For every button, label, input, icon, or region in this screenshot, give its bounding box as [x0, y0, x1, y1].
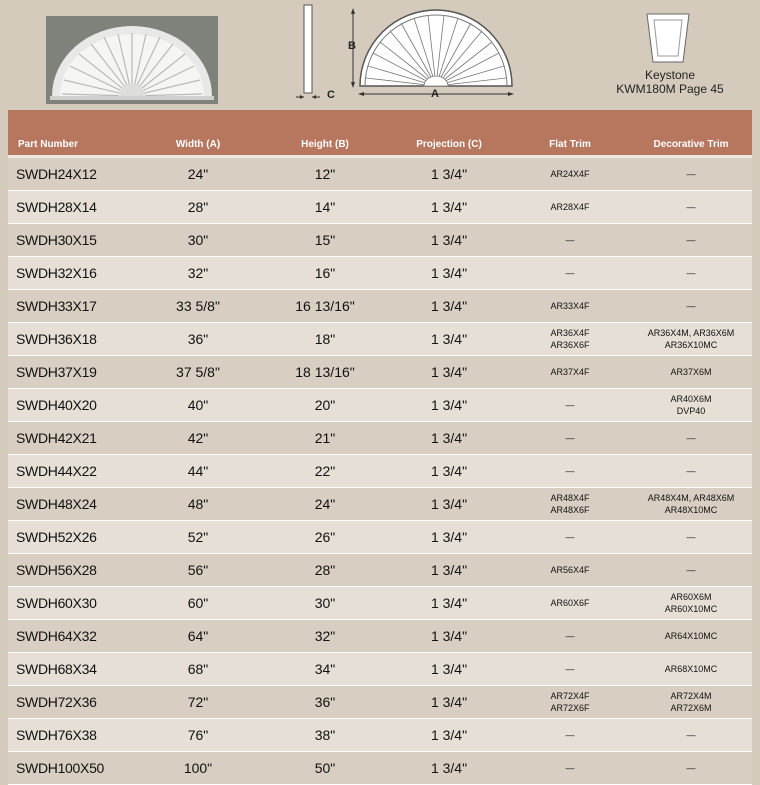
product-photo — [46, 16, 218, 104]
height-cell: 30" — [262, 587, 388, 620]
width-cell: 72" — [134, 686, 262, 719]
projection-cell: 1 3/4" — [388, 488, 510, 521]
projection-cell: 1 3/4" — [388, 290, 510, 323]
table-row — [8, 157, 752, 191]
part-number-cell: SWDH40X20 — [8, 389, 134, 422]
flat-trim-cell: AR33X4F — [510, 290, 630, 323]
height-cell: 50" — [262, 752, 388, 785]
projection-cell: 1 3/4" — [388, 323, 510, 356]
width-cell: 44" — [134, 455, 262, 488]
col-header-height: Height (B) — [262, 110, 388, 157]
projection-cell: 1 3/4" — [388, 224, 510, 257]
flat-trim-cell: — — [510, 389, 630, 422]
projection-cell: 1 3/4" — [388, 157, 510, 191]
flat-trim-cell: — — [510, 224, 630, 257]
decorative-trim-cell: AR64X10MC — [630, 620, 752, 653]
table-row — [8, 455, 752, 488]
part-number-cell: SWDH60X30 — [8, 587, 134, 620]
part-number-cell: SWDH28X14 — [8, 191, 134, 224]
table-row — [8, 587, 752, 620]
table-row — [8, 653, 752, 686]
height-cell: 32" — [262, 620, 388, 653]
height-cell: 34" — [262, 653, 388, 686]
part-number-cell: SWDH44X22 — [8, 455, 134, 488]
flat-trim-cell: — — [510, 422, 630, 455]
width-cell: 76" — [134, 719, 262, 752]
decorative-trim-cell: — — [630, 224, 752, 257]
decorative-trim-cell: AR40X6M DVP40 — [630, 389, 752, 422]
decorative-trim-cell: AR60X6M AR60X10MC — [630, 587, 752, 620]
projection-cell: 1 3/4" — [388, 587, 510, 620]
part-number-cell: SWDH72X36 — [8, 686, 134, 719]
projection-cell: 1 3/4" — [388, 356, 510, 389]
flat-trim-cell: — — [510, 257, 630, 290]
part-number-cell: SWDH33X17 — [8, 290, 134, 323]
projection-cell: 1 3/4" — [388, 686, 510, 719]
part-number-cell: SWDH37X19 — [8, 356, 134, 389]
dim-label-c: C — [327, 89, 335, 101]
part-number-cell: SWDH36X18 — [8, 323, 134, 356]
decorative-trim-cell: AR48X4M, AR48X6M AR48X10MC — [630, 488, 752, 521]
projection-cell: 1 3/4" — [388, 554, 510, 587]
table-row — [8, 554, 752, 587]
table-row — [8, 224, 752, 257]
part-number-cell: SWDH56X28 — [8, 554, 134, 587]
projection-cell: 1 3/4" — [388, 191, 510, 224]
table-row — [8, 191, 752, 224]
flat-trim-cell: AR24X4F — [510, 157, 630, 191]
decorative-trim-cell: AR36X4M, AR36X6M AR36X10MC — [630, 323, 752, 356]
height-cell: 15" — [262, 224, 388, 257]
flat-trim-cell: AR56X4F — [510, 554, 630, 587]
part-number-cell: SWDH76X38 — [8, 719, 134, 752]
flat-trim-cell: AR28X4F — [510, 191, 630, 224]
table-row — [8, 389, 752, 422]
height-cell: 12" — [262, 157, 388, 191]
decorative-trim-cell: AR37X6M — [630, 356, 752, 389]
table-row — [8, 521, 752, 554]
keystone-caption — [600, 68, 740, 96]
height-cell: 36" — [262, 686, 388, 719]
flat-trim-cell: AR36X4F AR36X6F — [510, 323, 630, 356]
table-row — [8, 620, 752, 653]
flat-trim-cell: — — [510, 521, 630, 554]
decorative-trim-cell: — — [630, 521, 752, 554]
table-row — [8, 323, 752, 356]
height-cell: 16" — [262, 257, 388, 290]
projection-cell: 1 3/4" — [388, 752, 510, 785]
height-cell: 22" — [262, 455, 388, 488]
col-header-width: Width (A) — [134, 110, 262, 157]
front-view-diagram — [340, 0, 520, 110]
keystone-reference: KWM180M Page 45 — [616, 82, 724, 96]
product-spec-table — [8, 110, 752, 785]
part-number-cell: SWDH48X24 — [8, 488, 134, 521]
width-cell: 52" — [134, 521, 262, 554]
width-cell: 40" — [134, 389, 262, 422]
decorative-trim-cell: — — [630, 455, 752, 488]
col-header-part-number: Part Number — [8, 110, 134, 157]
part-number-cell: SWDH52X26 — [8, 521, 134, 554]
part-number-cell: SWDH68X34 — [8, 653, 134, 686]
decorative-trim-cell: AR72X4M AR72X6M — [630, 686, 752, 719]
decorative-trim-cell: — — [630, 719, 752, 752]
width-cell: 56" — [134, 554, 262, 587]
table-row — [8, 686, 752, 719]
decorative-trim-cell: — — [630, 290, 752, 323]
flat-trim-cell: — — [510, 455, 630, 488]
dim-label-b: B — [348, 40, 356, 52]
table-row — [8, 356, 752, 389]
height-cell: 18 13/16" — [262, 356, 388, 389]
flat-trim-cell: — — [510, 620, 630, 653]
height-cell: 16 13/16" — [262, 290, 388, 323]
decorative-trim-cell: — — [630, 554, 752, 587]
part-number-cell: SWDH24X12 — [8, 157, 134, 191]
flat-trim-cell: — — [510, 719, 630, 752]
decorative-trim-cell: — — [630, 422, 752, 455]
height-cell: 28" — [262, 554, 388, 587]
height-cell: 14" — [262, 191, 388, 224]
projection-cell: 1 3/4" — [388, 389, 510, 422]
projection-cell: 1 3/4" — [388, 257, 510, 290]
height-cell: 38" — [262, 719, 388, 752]
table-row — [8, 290, 752, 323]
flat-trim-cell: — — [510, 653, 630, 686]
part-number-cell: SWDH100X50 — [8, 752, 134, 785]
flat-trim-cell: — — [510, 752, 630, 785]
col-header-flat-trim: Flat Trim — [510, 110, 630, 157]
height-cell: 24" — [262, 488, 388, 521]
table-row — [8, 752, 752, 785]
table-row — [8, 719, 752, 752]
width-cell: 100" — [134, 752, 262, 785]
col-header-projection: Projection (C) — [388, 110, 510, 157]
height-cell: 18" — [262, 323, 388, 356]
keystone-title: Keystone — [644, 68, 696, 82]
width-cell: 33 5/8" — [134, 290, 262, 323]
projection-cell: 1 3/4" — [388, 521, 510, 554]
table-row — [8, 257, 752, 290]
part-number-cell: SWDH32X16 — [8, 257, 134, 290]
projection-cell: 1 3/4" — [388, 620, 510, 653]
flat-trim-cell: AR60X6F — [510, 587, 630, 620]
decorative-trim-cell: — — [630, 157, 752, 191]
projection-cell: 1 3/4" — [388, 719, 510, 752]
flat-trim-cell: AR48X4F AR48X6F — [510, 488, 630, 521]
width-cell: 37 5/8" — [134, 356, 262, 389]
part-number-cell: SWDH64X32 — [8, 620, 134, 653]
width-cell: 42" — [134, 422, 262, 455]
decorative-trim-cell: — — [630, 752, 752, 785]
decorative-trim-cell: AR68X10MC — [630, 653, 752, 686]
part-number-cell: SWDH30X15 — [8, 224, 134, 257]
width-cell: 32" — [134, 257, 262, 290]
width-cell: 28" — [134, 191, 262, 224]
width-cell: 60" — [134, 587, 262, 620]
height-cell: 21" — [262, 422, 388, 455]
projection-cell: 1 3/4" — [388, 455, 510, 488]
keystone-icon — [645, 12, 691, 64]
product-header — [0, 0, 760, 110]
width-cell: 30" — [134, 224, 262, 257]
flat-trim-cell: AR37X4F — [510, 356, 630, 389]
table-row — [8, 422, 752, 455]
dim-label-a: A — [431, 88, 439, 100]
flat-trim-cell: AR72X4F AR72X6F — [510, 686, 630, 719]
width-cell: 68" — [134, 653, 262, 686]
table-row — [8, 488, 752, 521]
table-body — [8, 157, 752, 785]
height-cell: 20" — [262, 389, 388, 422]
part-number-cell: SWDH42X21 — [8, 422, 134, 455]
table-header-row — [8, 110, 752, 157]
projection-cell: 1 3/4" — [388, 422, 510, 455]
col-header-decorative-trim: Decorative Trim — [630, 110, 752, 157]
width-cell: 64" — [134, 620, 262, 653]
width-cell: 36" — [134, 323, 262, 356]
projection-cell: 1 3/4" — [388, 653, 510, 686]
decorative-trim-cell: — — [630, 257, 752, 290]
width-cell: 24" — [134, 157, 262, 191]
decorative-trim-cell: — — [630, 191, 752, 224]
height-cell: 26" — [262, 521, 388, 554]
width-cell: 48" — [134, 488, 262, 521]
